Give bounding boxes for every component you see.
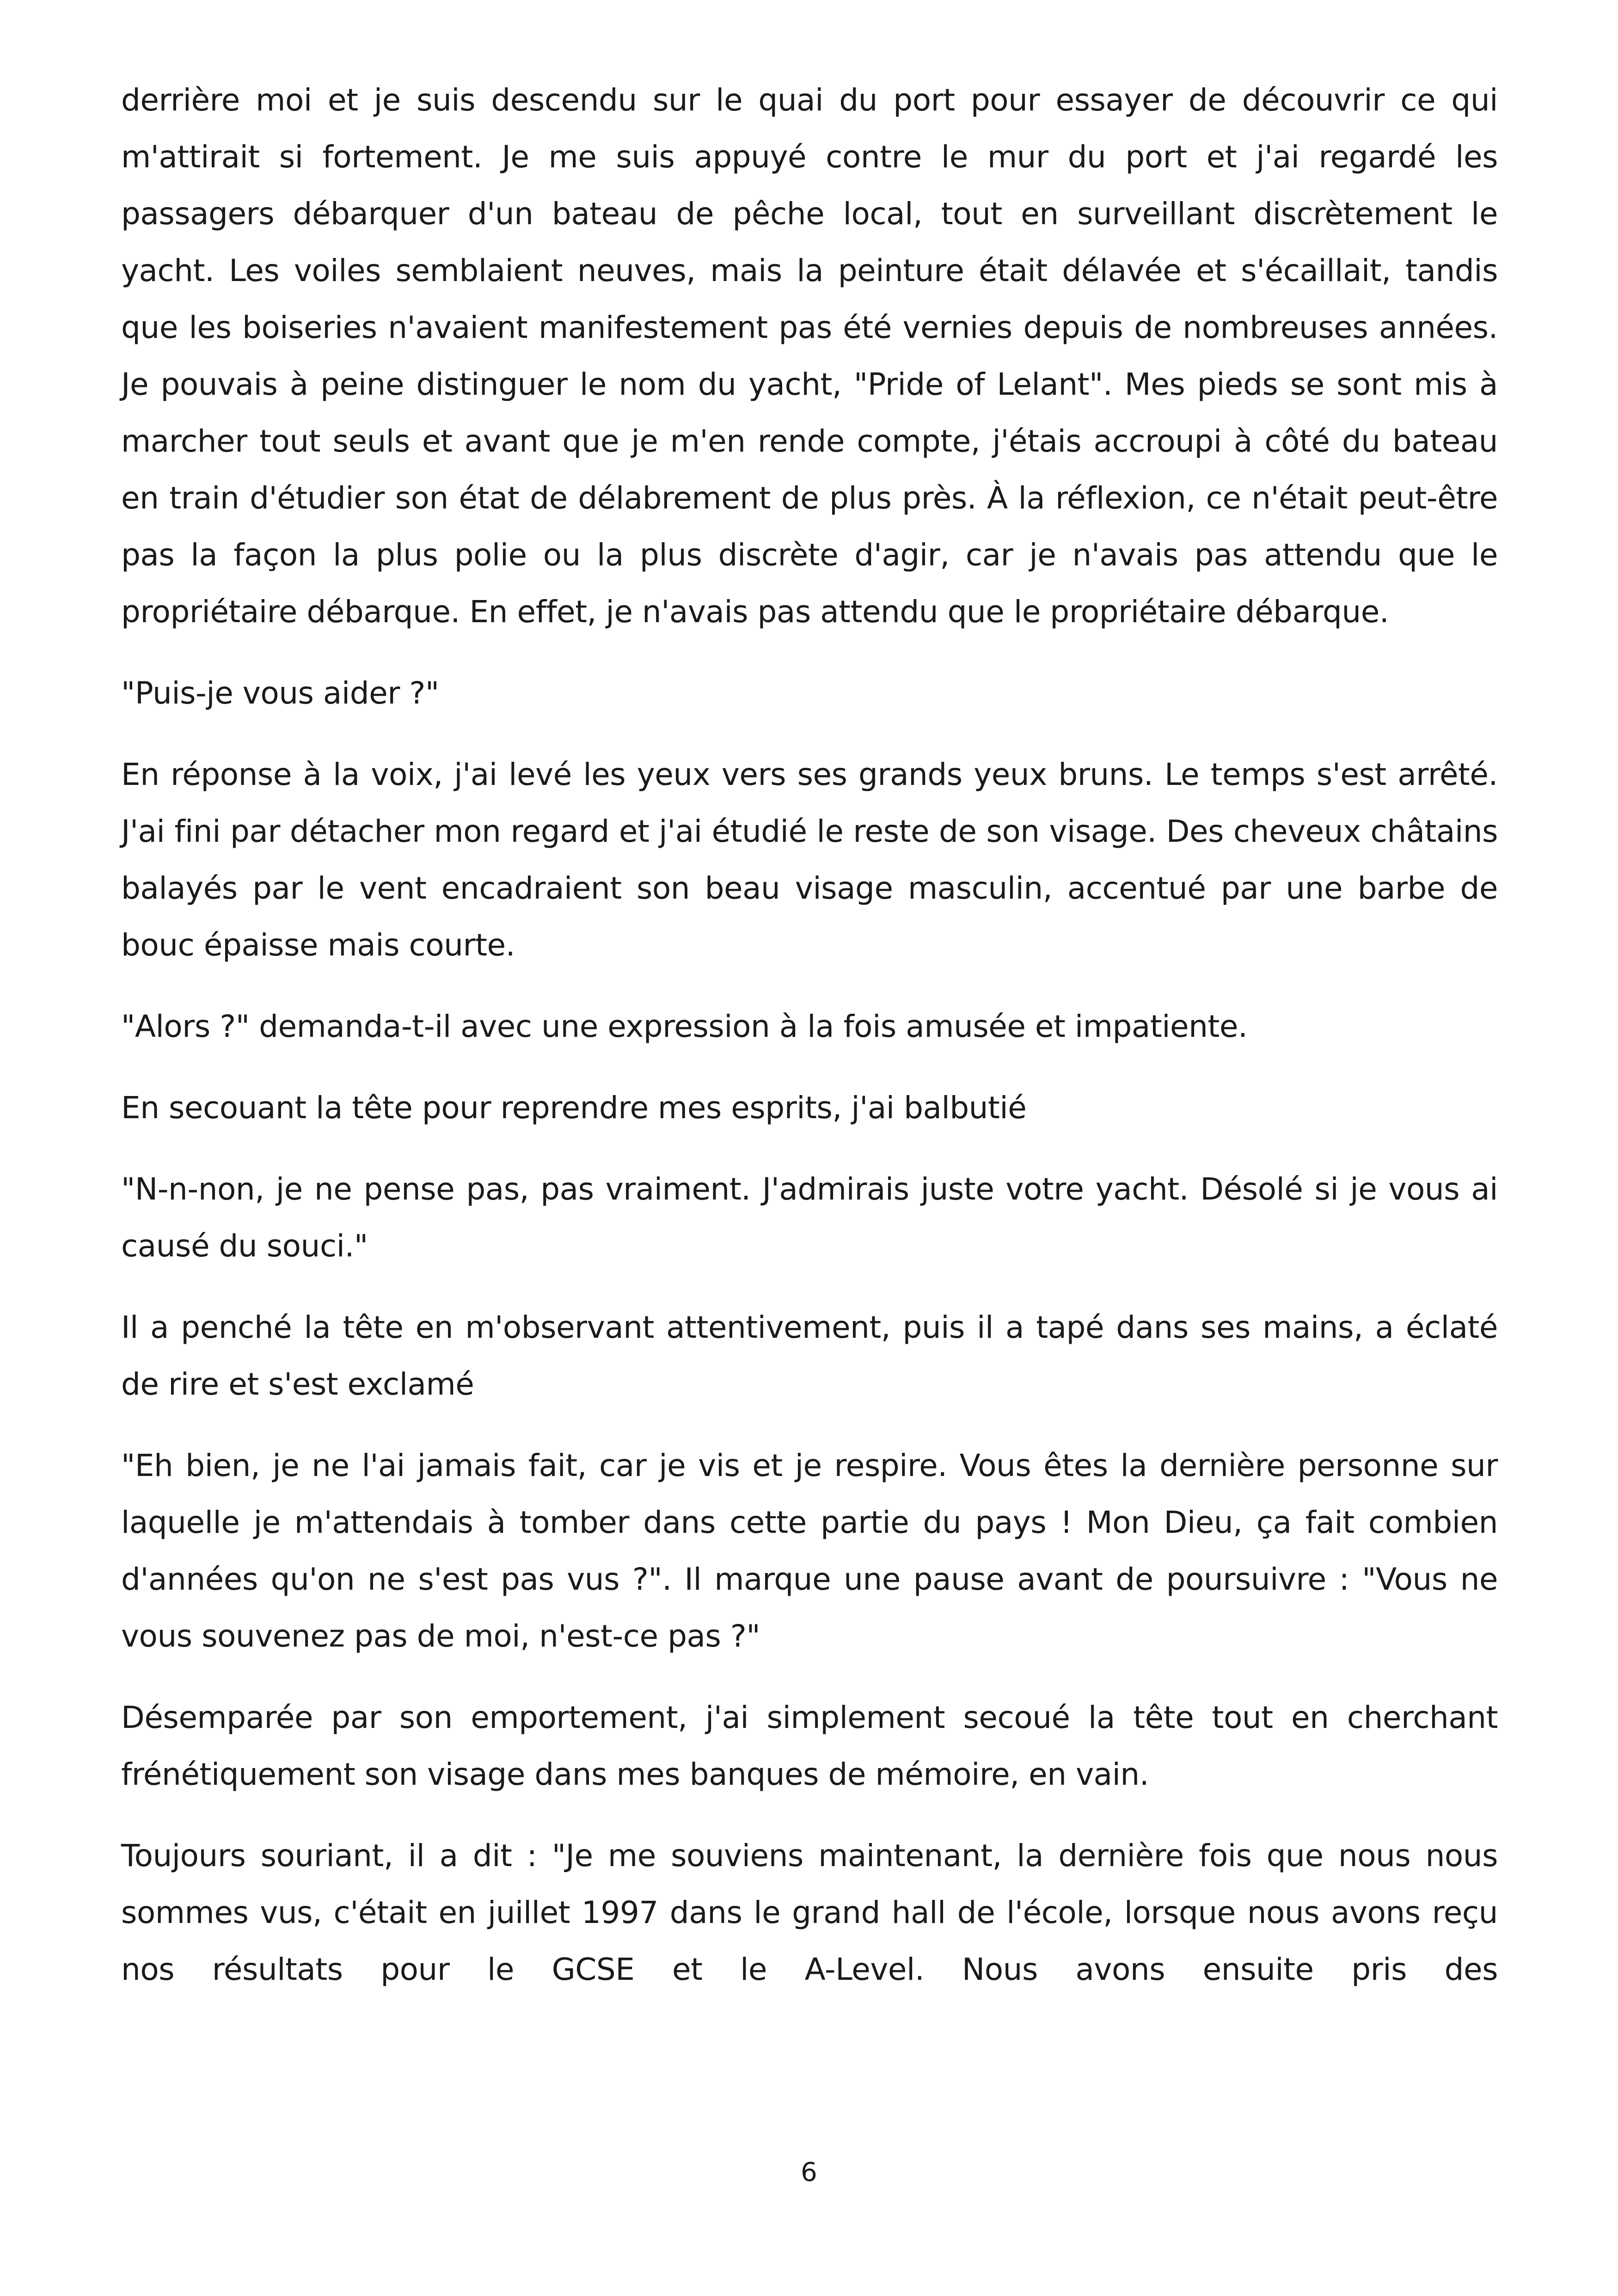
paragraph-7: Il a penché la tête en m'observant attentivement, puis il a tapé dans ses mains, a éclaté de rire et s'est exclamé: [121, 1310, 1498, 1402]
paragraph-10: Toujours souriant, il a dit : "Je me souviens maintenant, la dernière fois que nous nous sommes vus, c'était en juillet 1997 dans le grand hall de l'école, lorsque nous avons reçu nos résultats pour le GCSE et le A-Level. Nous avons ensuite pris des: [121, 1838, 1498, 1987]
paragraph-2: "Puis-je vous aider ?": [121, 675, 439, 711]
paragraph-5: En secouant la tête pour reprendre mes esprits, j'ai balbutié: [121, 1090, 1027, 1126]
paragraph-1: derrière moi et je suis descendu sur le quai du port pour essayer de découvrir ce qui m'attirait si fortement. Je me suis appuyé contre le mur du port et j'ai regardé les passagers débarquer d'un bateau de pêche local, tout en surveillant discrètement le yacht. Les voiles semblaient neuves, mais la peinture était délavée et s'écaillait, tandis que les boiseries n'avaient manifestement pas été vernies depuis de nombreuses années. Je pouvais à peine distinguer le nom du yacht, "Pride of Lelant". Mes pieds se sont mis à marcher tout seuls et avant que je m'en rende compte, j'étais accroupi à côté du bateau en train d'étudier son état de délabrement de plus près. À la réflexion, ce n'était peut-être pas la façon la plus polie ou la plus discrète d'agir, car je n'avais pas attendu que le propriétaire débarque. En effet, je n'avais pas attendu que le propriétaire débarque.: [121, 82, 1498, 630]
paragraph-9: Désemparée par son emportement, j'ai simplement secoué la tête tout en cherchant frénétiquement son visage dans mes banques de mémoire, en vain.: [121, 1700, 1498, 1792]
body-text: [121, 72, 1498, 2022]
paragraph-6: "N-n-non, je ne pense pas, pas vraiment. J'admirais juste votre yacht. Désolé si je vous ai causé du souci.": [121, 1171, 1498, 1264]
page-number: 6: [801, 2157, 817, 2187]
paragraph-4: "Alors ?" demanda-t-il avec une expression à la fois amusée et impatiente.: [121, 1009, 1248, 1044]
paragraph-8: "Eh bien, je ne l'ai jamais fait, car je vis et je respire. Vous êtes la dernière personne sur laquelle je m'attendais à tomber dans cette partie du pays ! Mon Dieu, ça fait combien d'années qu'on ne s'est pas vus ?". Il marque une pause avant de poursuivre : "Vous ne vous souvenez pas de moi, n'est-ce pas ?": [121, 1448, 1498, 1654]
paragraph-3: En réponse à la voix, j'ai levé les yeux vers ses grands yeux bruns. Le temps s'est arrêté. J'ai fini par détacher mon regard et j'ai étudié le reste de son visage. Des cheveux châtains balayés par le vent encadraient son beau visage masculin, accentué par une barbe de bouc épaisse mais courte.: [121, 757, 1498, 963]
